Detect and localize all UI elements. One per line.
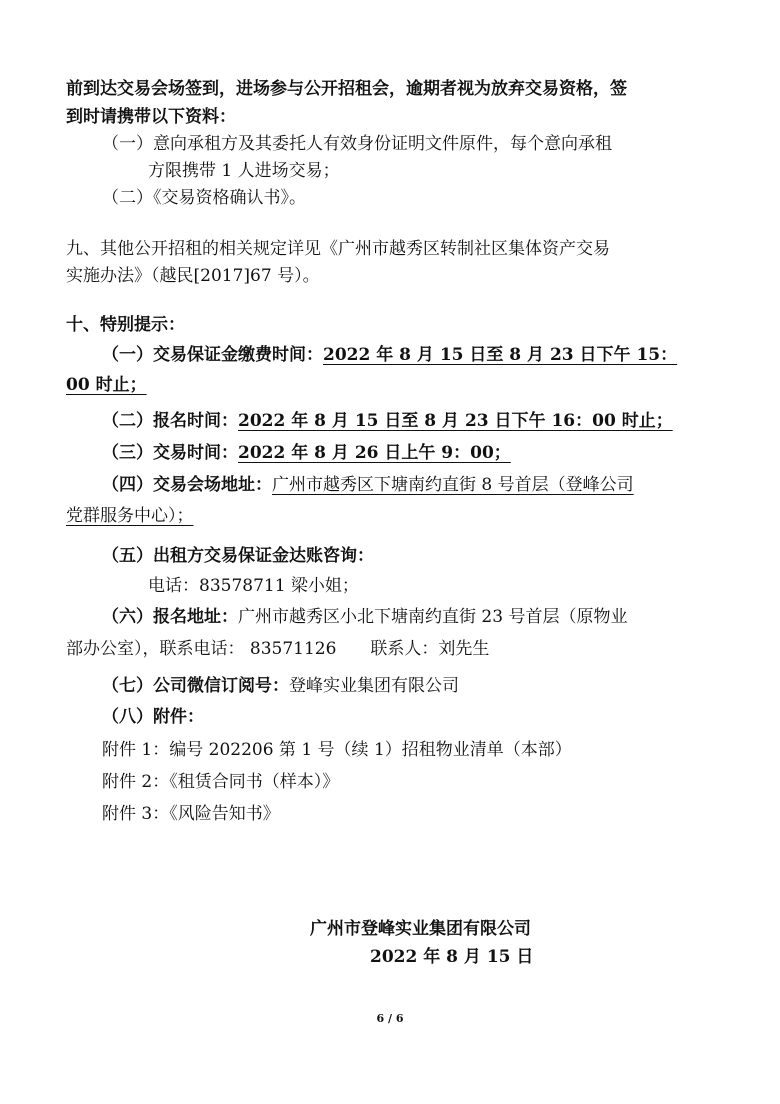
attachment-item: 附件 3：《风险告知书》 xyxy=(102,804,280,824)
list-item: （二）《交易资格确认书》。 xyxy=(102,188,306,208)
notice-value: 广州市越秀区小北下塘南约直街 23 号首层（原物业 xyxy=(238,607,628,627)
notice-value-continuation: 部办公室），联系电话： 83571126 联系人：刘先生 xyxy=(66,639,490,659)
notice-label: （二）报名时间： xyxy=(102,411,238,431)
section-9-line: 实施办法》（越民[2017]67 号）。 xyxy=(66,266,320,286)
paragraph-line: 前到达交易会场签到，进场参与公开招租会，逾期者视为放弃交易资格，签 xyxy=(66,79,627,99)
notice-label: （四）交易会场地址： xyxy=(102,475,272,495)
notice-item-7 xyxy=(102,673,459,699)
page-number: 6 / 6 xyxy=(376,1012,404,1025)
section-9-line: 九、其他公开招租的相关规定详见《广州市越秀区转制社区集体资产交易 xyxy=(66,239,610,259)
notice-label: （三）交易时间： xyxy=(102,443,238,463)
contact-phone: 电话：83578711 梁小姐； xyxy=(148,576,359,596)
list-item: （一）意向承租方及其委托人有效身份证明文件原件，每个意向承租 xyxy=(102,134,612,154)
attachment-item: 附件 1：编号 202206 第 1 号（续 1）招租物业清单（本部） xyxy=(102,740,572,760)
notice-item-3 xyxy=(102,440,511,466)
signature-date: 2022 年 8 月 15 日 xyxy=(370,947,534,967)
notice-value: 广州市越秀区下塘南约直街 8 号首层（登峰公司 xyxy=(272,475,634,495)
notice-value: 2022 年 8 月 26 日上午 9：00； xyxy=(238,443,511,463)
notice-value: 2022 年 8 月 15 日至 8 月 23 日下午 15： xyxy=(323,345,678,365)
notice-value: 2022 年 8 月 15 日至 8 月 23 日下午 16：00 时止； xyxy=(238,411,673,431)
section-10-heading: 十、特别提示： xyxy=(66,315,185,335)
notice-label: （七）公司微信订阅号： xyxy=(102,676,289,696)
notice-item-6 xyxy=(102,604,627,630)
notice-value-continuation: 党群服务中心）； xyxy=(66,506,194,526)
notice-item-8: （八）附件： xyxy=(102,707,204,727)
notice-label: （六）报名地址： xyxy=(102,607,238,627)
notice-label: （一）交易保证金缴费时间： xyxy=(102,345,323,365)
notice-item-4 xyxy=(102,472,634,498)
signature-company: 广州市登峰实业集团有限公司 xyxy=(310,919,531,939)
notice-item-5: （五）出租方交易保证金达账咨询： xyxy=(102,546,374,566)
notice-value-continuation: 00 时止； xyxy=(66,375,147,395)
notice-value: 登峰实业集团有限公司 xyxy=(289,676,459,696)
attachment-item: 附件 2：《租赁合同书（样本）》 xyxy=(102,772,340,792)
paragraph-line: 到时请携带以下资料： xyxy=(66,107,236,127)
list-item-continuation: 方限携带 1 人进场交易； xyxy=(148,161,340,181)
notice-item-1 xyxy=(102,342,677,368)
notice-item-2 xyxy=(102,408,673,434)
